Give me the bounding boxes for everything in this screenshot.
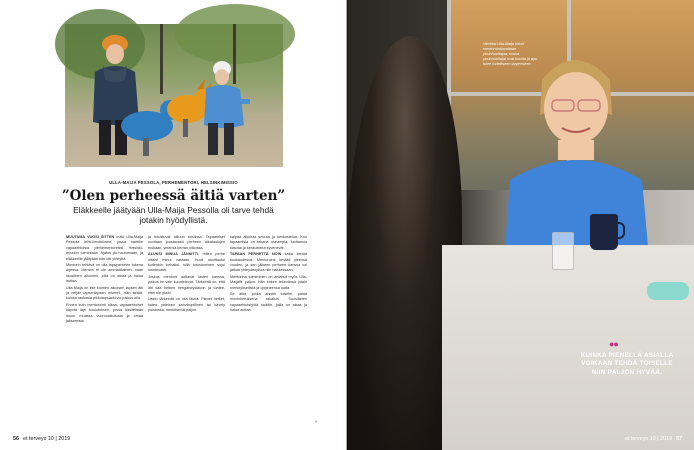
issue-number: 10 | 2019	[649, 436, 672, 442]
quote-mark-icon: ●●	[609, 339, 618, 349]
coffee-mug	[590, 214, 618, 250]
photo-caption-right: Vimeksi Ulla-Maija toivoi mentorointiavaltaan yksinhuoltajaa, koska yksinhuoltajat ovat kovilla ja apu tulee todelliseen tarpeeseen.	[483, 42, 538, 66]
article-subhead: Eläkkeelle jäätyään Ulla-Maija Pessolla oli tarve tehdä jotakin hyödyllistä.	[73, 205, 274, 225]
body-column-1	[66, 235, 143, 326]
page-gutter	[346, 0, 348, 450]
magazine-name: et terveys	[23, 436, 47, 442]
magazine-name: et terveys	[624, 436, 649, 442]
issue-number: 10 | 2019	[47, 436, 71, 442]
woman-white-hat-figure	[200, 59, 255, 159]
pull-quote: KUINKA PIENELLÄ ASIALLA VOIKAAN TEHDÄ TOISELLE NIIN PALJON HYVÄÄ.	[580, 352, 674, 376]
article-headline: ”Olen perheessä äitiä varten”	[61, 188, 286, 204]
paragraph: Se aika, jonka annan toiselle, palaa moninkertaisena takaisin. Suosittelen vapaaehtoistyötä kaikille, joilla on aikaa ja halua auttaa.	[230, 292, 307, 313]
page-footer-left	[13, 436, 70, 442]
playground-photo	[65, 24, 344, 167]
page-number-left: 56	[13, 436, 19, 442]
paragraph: kaipaa aikuista seuraa ja keskustelua. Kun tapaamisia on takana useampia, luottamus kasvaa ja keskustelut syvenevät.	[230, 235, 307, 250]
paragraph: MUUTAMA VUOSI SITTEN mäki Ulla-Maija Pessola lehti-ilmoituksen, jossa haettiin vapaaehtoisia perhementoreiksi Helsinkimission toimintaan. Ajatus jäi hautumaan, ja eläkkeelle jäätyään hän otti yhteyttä.	[66, 235, 143, 261]
paragraph: ja tutustuvat alkuun toisiinsa. Tapaamiset sovitaan joustavasti perheen aikataulujen mukaan, yleensä kerran viikossa.	[148, 235, 225, 250]
paragraph: Ulla-Maija on itse kolmen aikuisen lapsen äiti ja neljän lapsenlapsen mummi. Hän tietää, kuinka raskasta pikkulapsiarki voi joskus olla.	[66, 285, 143, 301]
paragraph: TAPAAN PERHETTÄ NOIN kaksi kertaa kuukaudessa. Mentorointi kestää yleensä vuoden, ja sen jälkeen perheen kanssa voi jatkaa yhteydenpitoa niin halutessaan.	[230, 252, 307, 273]
paragraph: Mentorin tehtävä on olla lapsiperheen tukena arjessa. Mentori ei ole ammattilainen, vaan tavallinen aikuinen, jolla on aikaa ja halua auttaa.	[66, 263, 143, 284]
water-glass	[552, 232, 574, 270]
paragraph: ALUKSI MINUA JÄNNITTI, miten perhe ottaisi minut vastaan. Huoli osoittautui kuitenkin turhaksi, sillä tutustuminen sujui luontevasti.	[148, 252, 225, 273]
page-footer-right	[625, 436, 682, 442]
paragraph: Mentorina toimiminen on antanut myös Ulla-Maijalle paljon. Hän kokee tekevänsä jotain merkityksellistä ja oppineensa uutta.	[230, 274, 307, 290]
paragraph: Ennen kuin mentorointi alkaa, vapaaehtoiset käyvät läpi koulutuksen, jossa käsitellään muun muassa vuorovaikutusta ja omaa jaksamista.	[66, 302, 143, 324]
person-credit: ULLA-MAIJA PESSOLA, PERHEMENTORI, HELSINKIMISSIO	[109, 180, 238, 185]
continue-arrow-icon: »	[315, 419, 318, 424]
photo-caption-left: Ulla-Maija tapaa myös mentoriperheen äitiä esimerkiksi kahvilassa, leikkipuistossa tai ulkoilemassa.	[305, 58, 344, 82]
right-page	[347, 0, 694, 450]
body-column-2	[148, 235, 225, 315]
page-number-right: 57	[676, 436, 682, 442]
paragraph: Joskus mentorit auttavat lasten kanssa, joskus he vain kuuntelevat. Tärkeintä on, että äiti saa hetken hengähdystauon ja tuntee, ettei ole yksin.	[148, 274, 225, 296]
toy-figure	[647, 282, 689, 300]
body-column-3	[230, 235, 307, 315]
table-surface	[442, 245, 694, 450]
paragraph: Usein tärkeintä on olla läsnä. Pienet hetket, kuten yhteinen kahvikupillinen tai kävely puistossa, merkitsevät paljon.	[148, 297, 225, 313]
